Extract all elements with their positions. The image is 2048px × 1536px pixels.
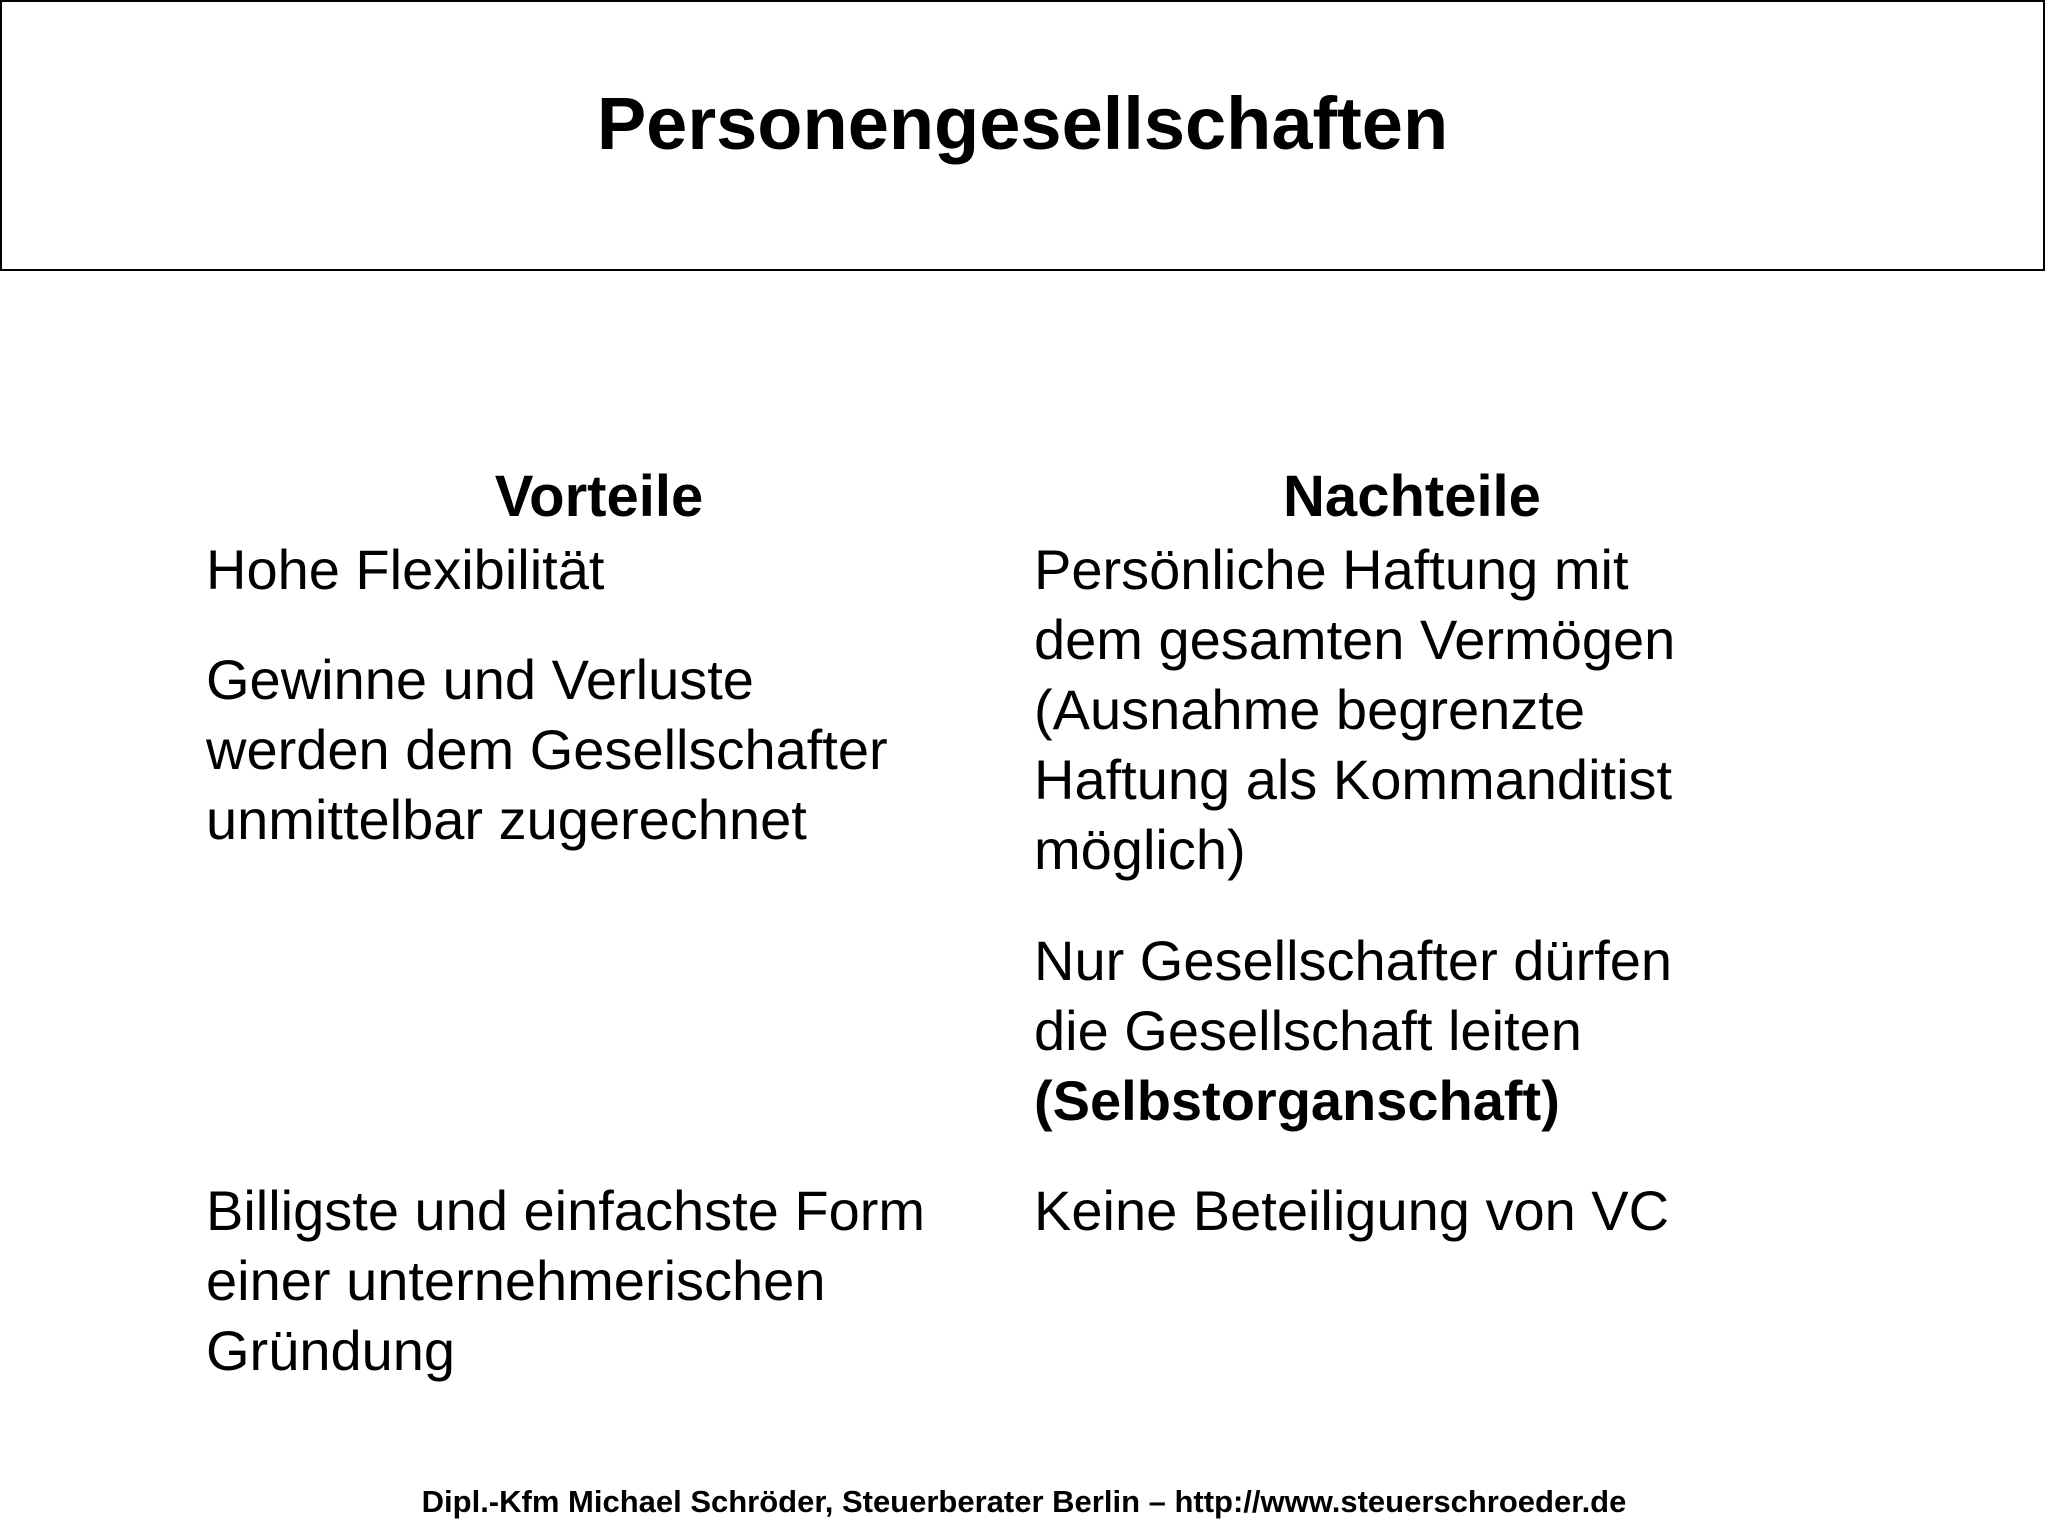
title-box [0, 0, 2045, 271]
advantage-line: unmittelbar zugerechnet [206, 788, 807, 851]
slide-title: Personengesellschaften [596, 82, 1449, 165]
disadvantage-line: Keine Beteiligung von VC [1034, 1179, 1670, 1242]
disadvantage-line: Persönliche Haftung mit [1034, 538, 1629, 601]
advantage-line: Gewinne und Verluste [206, 648, 754, 711]
advantage-item [206, 535, 604, 605]
disadvantage-line: Nur Gesellschafter dürfen [1034, 929, 1673, 992]
advantage-item [206, 1176, 925, 1386]
disadvantage-line: (Ausnahme begrenzte [1034, 678, 1586, 741]
disadvantage-line: Haftung als Kommanditist [1034, 748, 1673, 811]
disadvantage-item [1034, 1176, 1669, 1246]
disadvantages-heading: Nachteile [1283, 464, 1541, 529]
disadvantage-line: dem gesamten Vermögen [1034, 608, 1676, 671]
advantage-line: Gründung [206, 1319, 456, 1382]
footer-credit: Dipl.-Kfm Michael Schröder, Steuerberater Berlin – http://www.steuerschroeder.de [421, 1484, 1627, 1519]
disadvantage-line: möglich) [1034, 818, 1246, 881]
advantage-line: Billigste und einfachste Form [206, 1179, 926, 1242]
advantage-line: werden dem Gesellschafter [206, 718, 888, 781]
advantage-item [206, 645, 888, 855]
advantage-line: einer unternehmerischen [206, 1249, 826, 1312]
disadvantage-line: die Gesellschaft leiten [1034, 999, 1582, 1062]
advantage-line: Hohe Flexibilität [206, 538, 605, 601]
disadvantage-item [1034, 535, 1675, 885]
disadvantage-item [1034, 926, 1672, 1136]
selbstorganschaft-term: (Selbstorganschaft) [1034, 1069, 1560, 1132]
advantages-heading: Vorteile [494, 464, 704, 529]
